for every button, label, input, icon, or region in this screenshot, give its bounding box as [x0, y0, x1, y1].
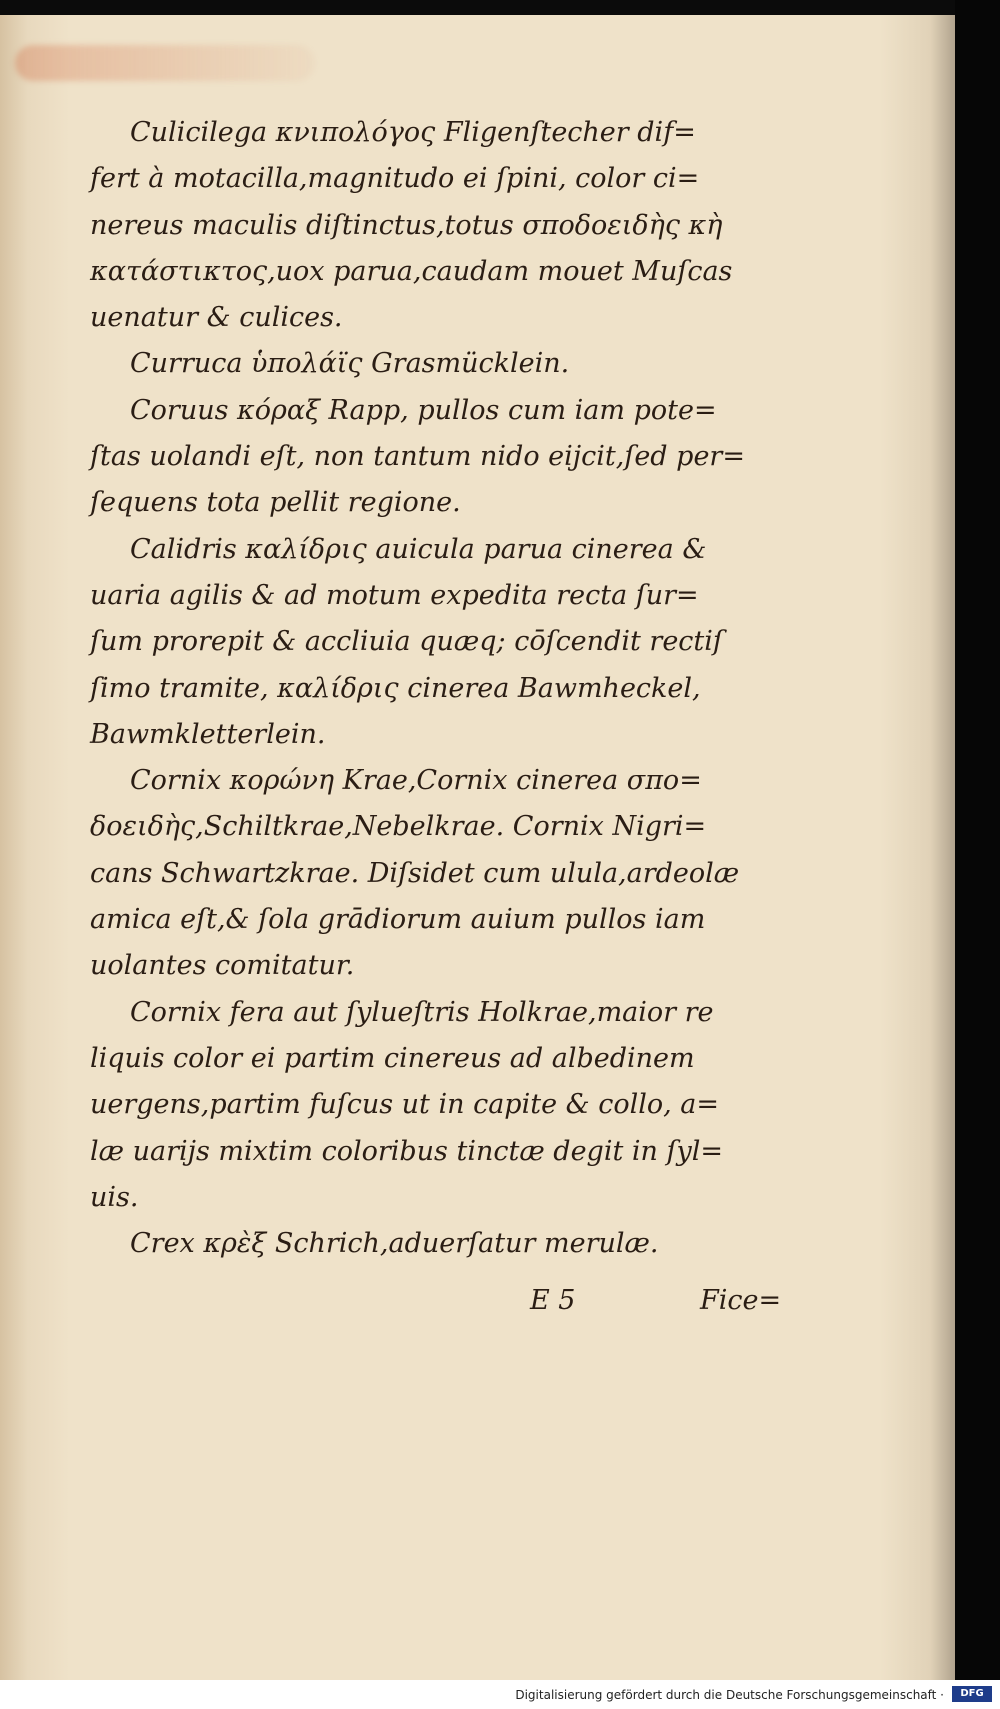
text-line: uis.: [90, 1181, 139, 1213]
text-line: Cornix fera aut ſylueſtris Holkrae,maior re: [130, 996, 714, 1028]
text-line: ſequens tota pellit regione.: [90, 487, 461, 519]
text-line: κατάστικτος,uox parua,caudam mouet Muſcas: [90, 255, 733, 287]
text-line: amica eſt,& ſola grādiorum auium pullos iam: [90, 904, 706, 936]
text-line: Coruus κόραξ Rapp, pullos cum iam pote=: [130, 394, 717, 426]
text-line: Cornix κορώνη Krae,Cornix cinerea σπο=: [130, 765, 702, 797]
digitization-footer: [0, 1680, 1000, 1709]
text-line: Curruca ὑπολάϊς Grasmücklein.: [130, 348, 570, 380]
text-line: ſimo tramite, καλίδρις cinerea Bawmheckel,: [90, 672, 701, 704]
page-text-block: [90, 110, 790, 1267]
text-line: cans Schwartzkrae. Diſsidet cum ulula,ardeolæ: [90, 857, 740, 889]
text-line: Calidris καλίδρις auicula parua cinerea &: [130, 533, 707, 565]
dfg-logo-icon: DFG: [952, 1686, 992, 1702]
text-line: liquis color ei partim cinereus ad albedinem: [90, 1042, 695, 1074]
catchword: Fice=: [700, 1285, 782, 1316]
text-line: uaria agilis & ad motum expedita recta ſur=: [90, 579, 699, 611]
text-line: uenatur & culices.: [90, 302, 343, 334]
text-line: uolantes comitatur.: [90, 950, 355, 982]
text-line: ſum prorepit & accliuia quæq; cōſcendit rectiſ: [90, 626, 723, 658]
signature-line: [90, 1285, 790, 1325]
signature-mark: E 5: [530, 1285, 576, 1316]
text-line: δοειδὴς,Schiltkrae,Nebelkrae. Cornix Nigri=: [90, 811, 707, 843]
text-line: ſtas uolandi eſt, non tantum nido eijcit,ſed per=: [90, 441, 745, 473]
text-line: Bawmkletterlein.: [90, 718, 326, 750]
text-line: læ uarijs mixtim coloribus tinctæ degit in ſyl=: [90, 1135, 724, 1167]
footer-credit: Digitalisierung gefördert durch die Deutsche Forschungsgemeinschaft ·: [515, 1688, 944, 1702]
text-line: Culicilega κνιπολόγος Fligenſtecher dif=: [130, 117, 696, 148]
book-page: [0, 15, 955, 1680]
page-stain: [15, 45, 315, 81]
text-line: Crex κρὲξ Schrich,aduerſatur merulæ.: [130, 1228, 659, 1260]
text-line: nereus maculis diſtinctus,totus σποδοειδὴς κὴ: [90, 209, 723, 241]
text-line: uergens,partim fuſcus ut in capite & collo, a=: [90, 1089, 720, 1121]
scan-dark-border: [955, 0, 1000, 1680]
text-line: fert à motacilla,magnitudo ei ſpini, color ci=: [90, 163, 700, 195]
